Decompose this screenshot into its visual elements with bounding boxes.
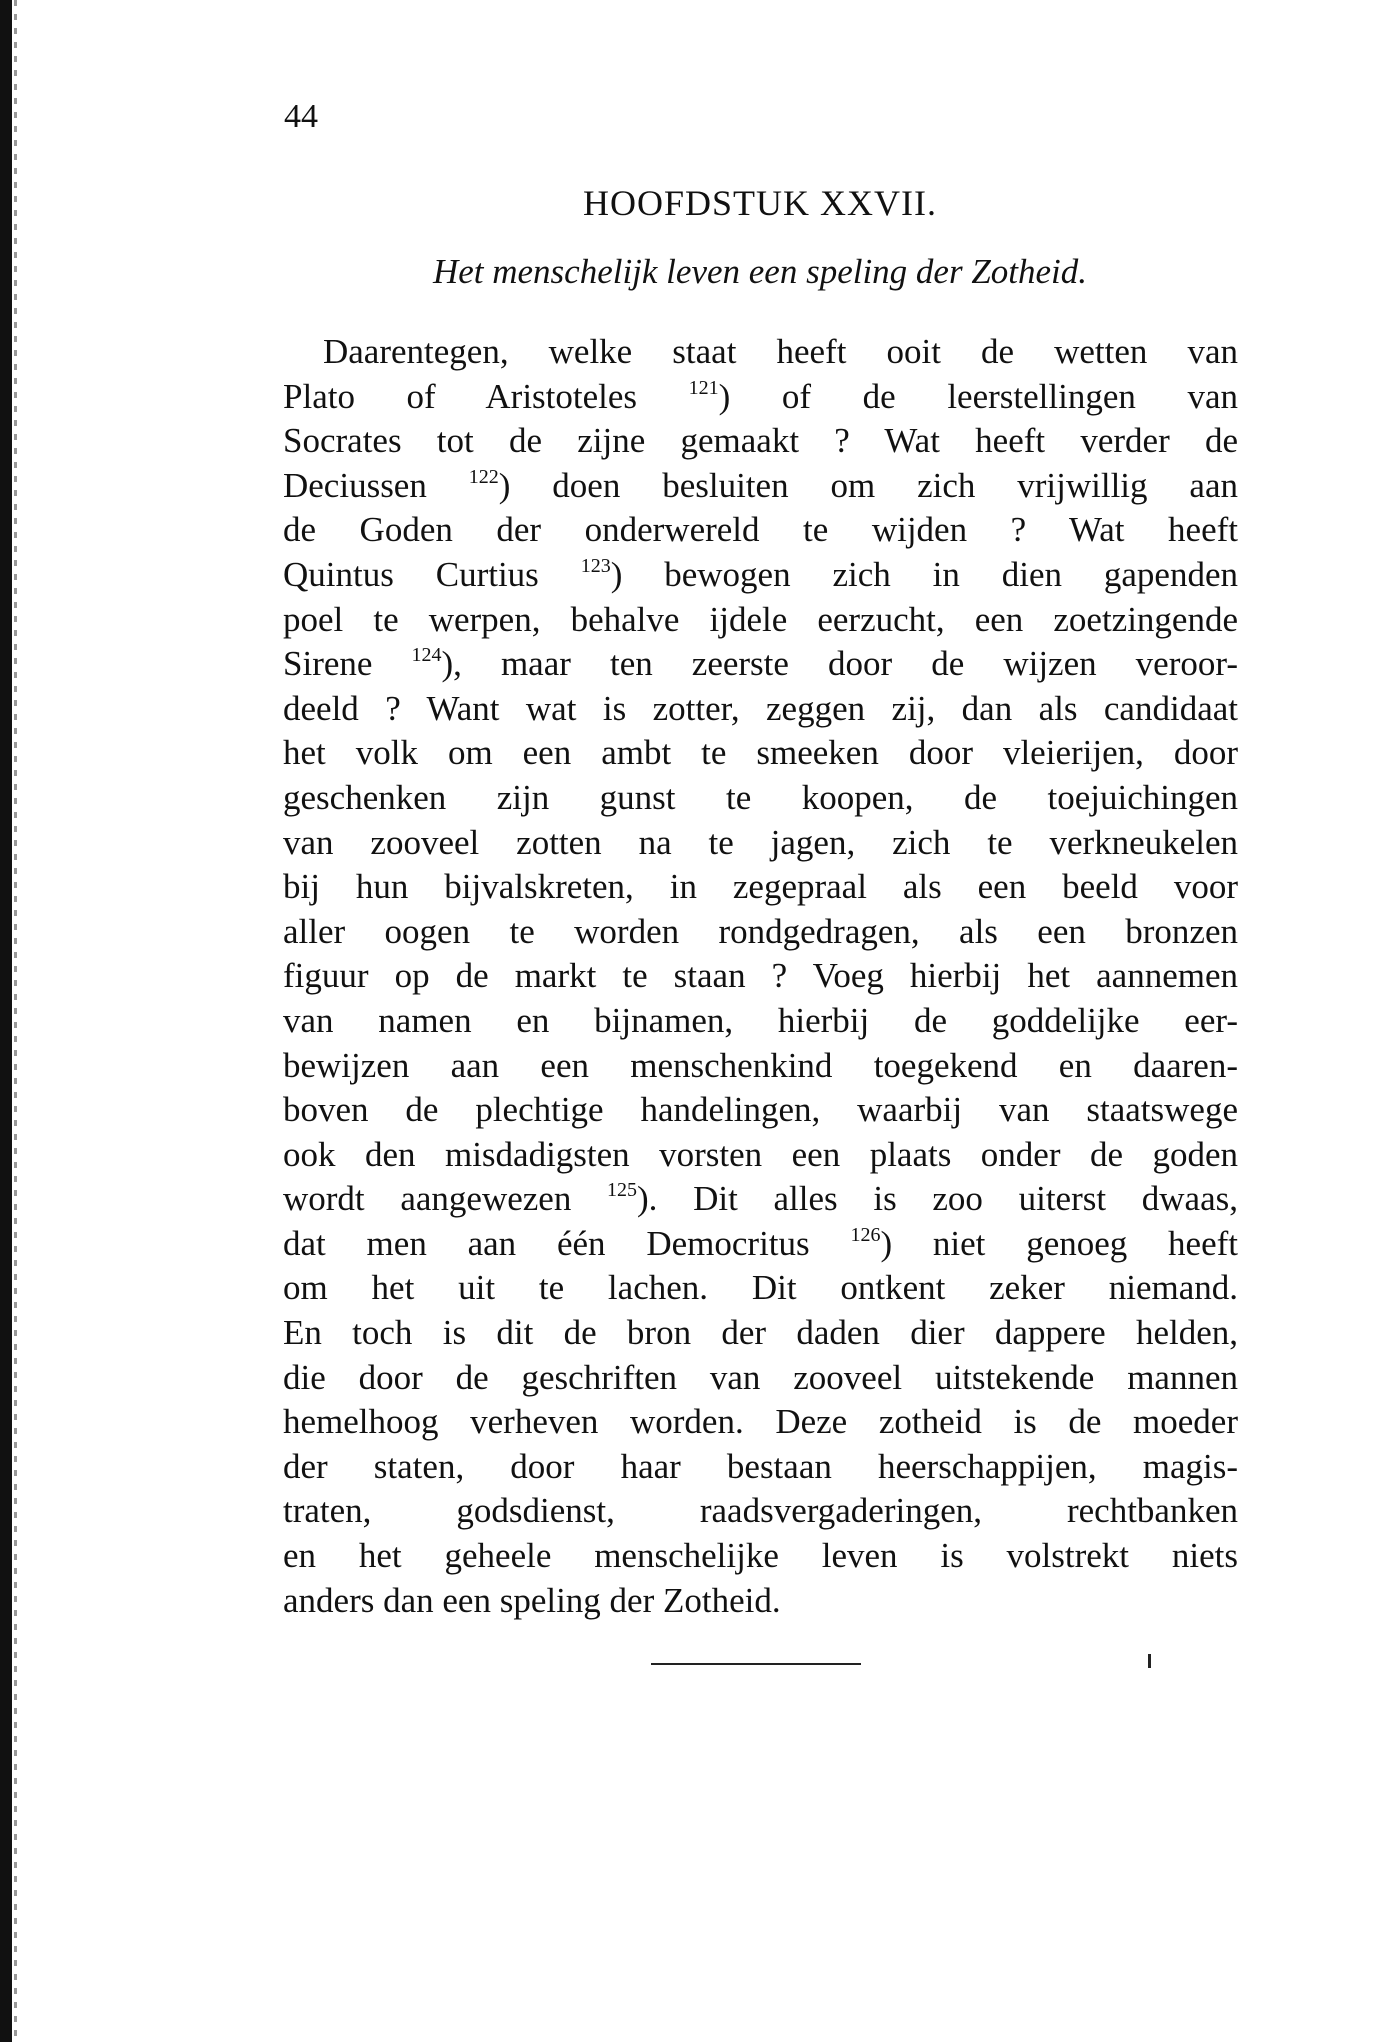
text-segment: boven de plechtige handelingen, waarbij van staatswege [283,1090,1238,1130]
text-line [283,954,1238,999]
text-line [283,1579,1238,1624]
text-line [283,330,1238,375]
text-segment: ). Dit alles is zoo uiterst dwaas, [637,1179,1238,1219]
text-segment: het volk om een ambt te smeeken door vleierijen, door [283,733,1238,773]
text-line [283,910,1238,955]
text-line [283,1445,1238,1490]
footnote-ref: 123 [580,554,611,577]
text-line [283,464,1238,509]
text-segment: hemelhoog verheven worden. Deze zotheid is de moeder [283,1402,1238,1442]
text-line [283,865,1238,910]
text-segment: geschenken zijn gunst te koopen, de toejuichingen [283,777,1238,817]
text-segment: figuur op de markt te staan ? Voeg hierbij het aannemen [283,956,1238,996]
text-segment: de Goden der onderwereld te wijden ? Wat heeft [283,510,1238,550]
text-line [283,1044,1238,1089]
text-line [283,1266,1238,1311]
print-mark [1148,1654,1151,1668]
text-segment: van namen en bijnamen, hierbij de goddelijke eer- [283,1000,1238,1040]
text-line [283,1489,1238,1534]
text-segment: ) bewogen zich in dien gapenden [610,554,1238,594]
text-line [283,1133,1238,1178]
text-segment: bewijzen aan een menschenkind toegekend en daaren- [283,1045,1238,1085]
text-line [283,999,1238,1044]
text-segment: dat men aan één Democritus [283,1223,851,1263]
chapter-subtitle: Het menschelijk leven een speling der Zotheid. [432,252,1088,291]
text-segment: Sirene [283,644,412,684]
text-line [283,1222,1238,1267]
text-line [283,1088,1238,1133]
text-segment: traten, godsdienst, raadsvergaderingen, rechtbanken [283,1491,1238,1531]
text-line [283,821,1238,866]
text-segment: ) doen besluiten om zich vrijwillig aan [498,465,1238,505]
text-line [283,642,1238,687]
text-segment: ) of de leerstellingen van [718,376,1238,416]
text-segment: Plato of Aristoteles [283,376,689,416]
text-line [283,375,1238,420]
text-line [283,419,1238,464]
text-line [283,1311,1238,1356]
text-segment: poel te werpen, behalve ijdele eerzucht, een zoetzingende [283,599,1238,639]
footnote-ref: 122 [468,465,499,488]
page-number: 44 [284,98,318,135]
chapter-heading: HOOFDSTUK XXVII. [583,183,937,223]
text-segment: Socrates tot de zijne gemaakt ? Wat heeft verder de [283,421,1238,461]
text-segment: bij hun bijvalskreten, in zegepraal als een beeld voor [283,867,1238,907]
footnote-ref: 125 [607,1179,638,1202]
footnote-ref: 126 [850,1223,881,1246]
text-segment: der staten, door haar bestaan heerschappijen, magis- [283,1446,1238,1486]
text-line [283,553,1238,598]
text-segment: aller oogen te worden rondgedragen, als een bronzen [283,911,1238,951]
text-line [283,1400,1238,1445]
text-line [283,1534,1238,1579]
footnote-ref: 124 [411,644,442,667]
text-segment: ), maar ten zeerste door de wijzen veroor- [441,644,1238,684]
binding-edge [0,0,12,2042]
binding-shadow [14,0,17,2042]
text-line [283,1356,1238,1401]
text-segment: om het uit te lachen. Dit ontkent zeker niemand. [283,1268,1238,1308]
footnote-ref: 121 [688,376,719,399]
text-segment: En toch is dit de bron der daden dier dappere helden, [283,1313,1238,1353]
text-segment: Quintus Curtius [283,554,581,594]
text-line [283,687,1238,732]
text-line [283,508,1238,553]
text-segment: van zooveel zotten na te jagen, zich te verkneukelen [283,822,1238,862]
body-text [283,330,1238,1623]
text-segment: ) niet genoeg heeft [880,1223,1239,1263]
text-segment: die door de geschriften van zooveel uitstekende mannen [283,1357,1238,1397]
text-line [283,598,1238,643]
text-segment: en het geheele menschelijke leven is volstrekt niets [283,1536,1238,1576]
text-segment: deeld ? Want wat is zotter, zeggen zij, dan als candidaat [283,688,1238,728]
text-line [283,1177,1238,1222]
text-segment: ook den misdadigsten vorsten een plaats onder de goden [283,1134,1238,1174]
text-line [283,776,1238,821]
text-line [283,731,1238,776]
text-segment: wordt aangewezen [283,1179,608,1219]
text-segment: Daarentegen, welke staat heeft ooit de wetten van [323,332,1238,371]
text-segment: anders dan een speling der Zotheid. [283,1580,781,1620]
end-rule [651,1663,861,1665]
text-segment: Deciussen [283,465,469,505]
